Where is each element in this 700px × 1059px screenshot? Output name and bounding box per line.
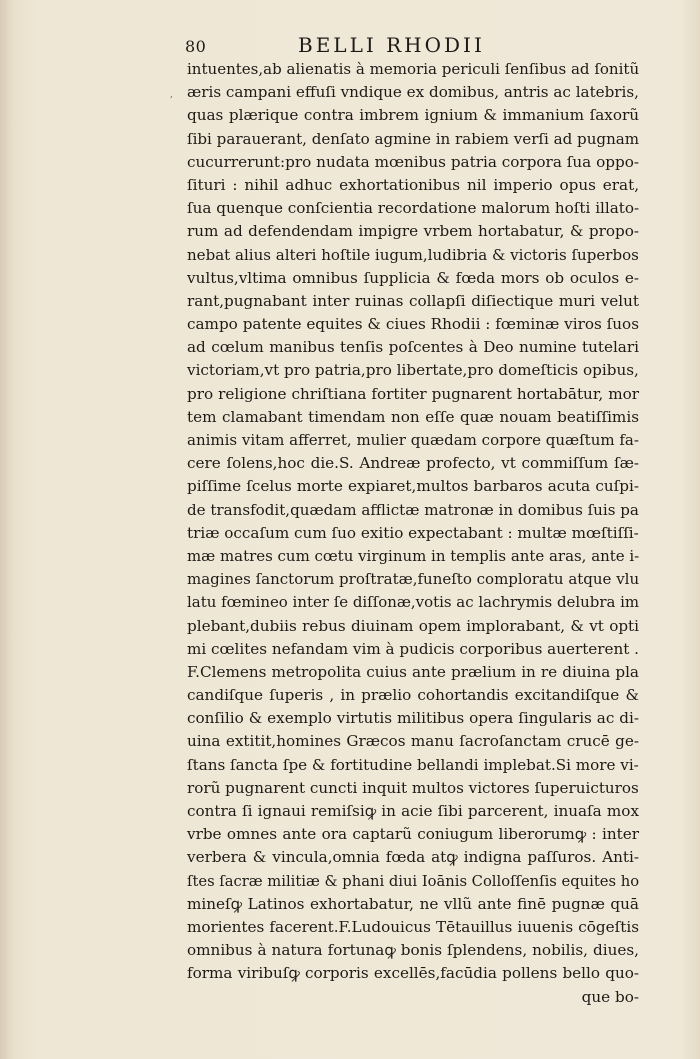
text-line: conſilio & exemplo virtutis militibus opera ſingularis ac di- <box>187 709 639 728</box>
text-line: mineſꝙ Latinos exhortabatur, ne vllũ ante finē pugnæ quā <box>187 894 639 913</box>
text-line: pro religione chriſtiana fortiter pugnarent hortabātur, mor <box>187 384 640 403</box>
text-line: cere ſolens,hoc die.S. Andreæ profecto, vt commiſſum ſæ- <box>187 454 639 473</box>
running-head: BELLI RHODII <box>298 33 485 57</box>
text-line: cucurrerunt:pro nudata mœnibus patria corpora ſua oppo- <box>187 152 640 171</box>
text-line: rorũ pugnarent cuncti inquit multos victores ſuperuicturos <box>187 778 639 797</box>
margin-mark: , <box>170 90 173 100</box>
text-line: rant,pugnabant inter ruinas collapſi diſiectique muri velut <box>187 291 640 310</box>
text-line: tem clamabant timendam non eſſe quæ nouam beatiſſimis <box>187 407 639 426</box>
text-line: F.Clemens metropolita cuius ante prælium in re diuina pla <box>187 662 639 681</box>
text-line: plebant,dubiis rebus diuinam opem implorabant, & vt opti <box>187 616 640 635</box>
text-line: de transfodit,quædam afflictæ matronæ in domibus ſuis pa <box>187 500 639 519</box>
text-line: campo patente equites & ciues Rhodii : fœminæ viros ſuos <box>187 315 639 334</box>
text-line: candiſque ſuperis , in prælio cohortandis excitandiſque & <box>187 686 639 705</box>
text-line: latu fœmineo inter ſe diſſonæ,votis ac lachrymis delubra im <box>187 593 640 612</box>
text-line: contra ſi ignaui remiſsiꝙ in acie ſibi parcerent, inuaſa mox <box>187 802 640 820</box>
text-line: intuentes,ab alienatis à memoria periculi ſenſibus ad ſonitũ <box>187 60 640 78</box>
text-line: forma viribuſꝙ corporis excellēs,facūdia pollens bello quo- <box>187 964 640 983</box>
text-line: uina extitit,homines Græcos manu ſacroſanctam crucē ge- <box>187 732 640 751</box>
text-line: æris campani effuſi vndique ex domibus, antris ac latebris, <box>187 83 639 102</box>
text-line: ſituri : nihil adhuc exhortationibus nil imperio opus erat, <box>187 175 640 194</box>
text-line: ſtes ſacræ militiæ & phani diui Ioānis Colloſſenſis equites ho <box>187 871 640 890</box>
body-text <box>187 58 639 1009</box>
text-line: morientes facerent.F.Ludouicus Tētauillus iuuenis cōgeſtis <box>187 917 639 936</box>
catchword: que bo- <box>581 987 639 1006</box>
text-line: magines ſanctorum proſtratæ,funeſto comploratu atque vlu <box>187 570 640 589</box>
text-line: ad cœlum manibus tenſis poſcentes à Deo numine tutelari <box>187 338 639 357</box>
text-line: nebat alius alteri hoſtile iugum,ludibria & victoris ſuperbos <box>187 245 639 264</box>
text-line: quas plærique contra imbrem ignium & immanium ſaxorũ <box>187 106 640 125</box>
text-line: victoriam,vt pro patria,pro libertate,pro domeſticis opibus, <box>187 361 639 380</box>
text-line: animis vitam afferret, mulier quædam corpore quæſtum fa- <box>187 431 639 449</box>
text-line: triæ occaſum cum ſuo exitio expectabant : multæ mœſtiſſi- <box>187 523 639 542</box>
text-line: rum ad defendendam impigre vrbem hortabatur, & propo- <box>187 222 640 241</box>
text-line: piſſime ſcelus morte expiaret,multos barbaros acuta cuſpi- <box>187 477 639 496</box>
text-line: mi cœlites nefandam vim à pudicis corporibus auerterent . <box>187 639 639 658</box>
page-number: 80 <box>185 37 207 56</box>
text-line: ſtans ſancta ſpe & fortitudine bellandi implebat.Si more vi- <box>187 755 639 774</box>
text-line: verbera & vincula,omnia fœda atꝙ indigna paſſuros. Anti- <box>187 848 639 867</box>
text-line: ſua quenque conſcientia recordatione malorum hoſti illato- <box>187 199 640 218</box>
text-line: ſibi parauerant, denſato agmine in rabiem verſi ad pugnam <box>187 129 640 148</box>
text-line: vultus,vltima omnibus ſupplicia & fœda mors ob oculos e- <box>187 268 640 287</box>
text-line: mæ matres cum cœtu virginum in templis ante aras, ante i- <box>187 546 640 565</box>
text-line: omnibus à natura fortunaꝙ bonis ſplendens, nobilis, diues, <box>187 941 639 960</box>
text-line: vrbe omnes ante ora captarũ coniugum liberorumꝙ : inter <box>187 825 639 844</box>
